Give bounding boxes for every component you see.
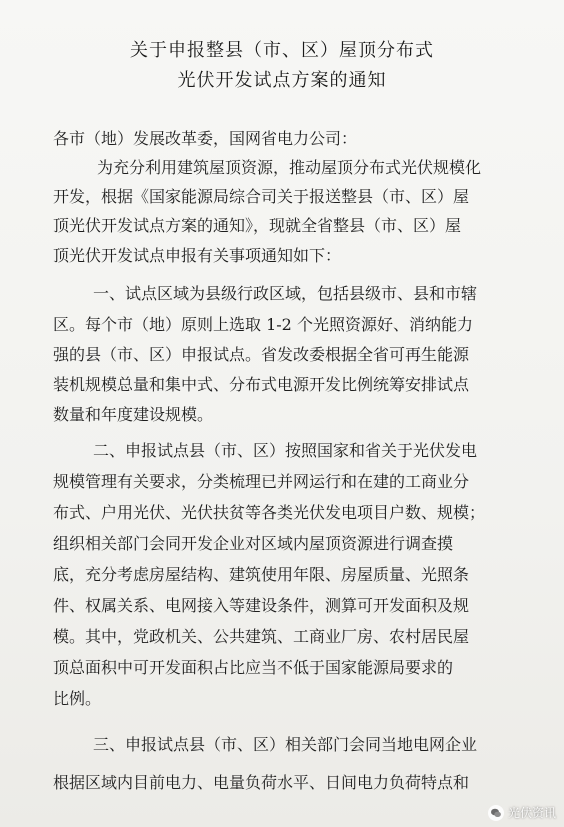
body-line: 装机规模总量和集中式、分布式电源开发比例统筹安排试点 [53,375,470,394]
body-line: 比例。 [53,689,102,708]
watermark-text: 光伏资讯 [507,806,556,820]
body-line: 为充分利用建筑屋顶资源，推动屋顶分布式光伏规模化 [97,158,482,177]
body-line: 组织相关部门会同开发企业对区域内屋顶资源进行调查摸 [53,534,454,553]
body-line: 区。每个市（地）原则上选取 1-2 个光照资源好、消纳能力 [53,315,473,334]
body-line: 底，充分考虑房屋结构、建筑使用年限、房屋质量、光照条 [53,565,470,584]
watermark [488,804,556,821]
body-line: 三、申报试点县（市、区）相关部门会同当地电网企业 [93,735,478,754]
body-line: 强的县（市、区）申报试点。省发改委根据全省可再生能源 [53,345,470,364]
body-line: 件、权属关系、电网接入等建设条件，测算可开发面积及规 [53,596,470,615]
body-line: 顶光伏开发试点方案的通知》，现就全省整县（市、区）屋 [53,216,462,235]
body-line: 布式、户用光伏、光伏扶贫等各类光伏发电项目户数、规模； [53,503,486,522]
body-line: 顶总面积中可开发面积占比应当不低于国家能源局要求的 [53,658,454,677]
document-title-line-1: 关于申报整县（市、区）屋顶分布式 [130,40,434,61]
body-line: 数量和年度建设规模。 [53,405,214,424]
body-line: 二、申报试点县（市、区）按照国家和省关于光伏发电 [93,441,478,460]
body-line: 模。其中，党政机关、公共建筑、工商业厂房、农村居民屋 [53,627,470,646]
body-line: 开发，根据《国家能源局综合司关于报送整县（市、区）屋 [53,187,470,206]
body-line: 顶光伏开发试点申报有关事项通知如下： [53,246,342,265]
body-line: 一、试点区域为县级行政区域，包括县级市、县和市辖 [93,284,478,303]
wechat-icon [488,805,504,821]
salutation: 各市（地）发展改革委，国网省电力公司： [53,129,358,148]
body-line: 根据区域内目前电力、电量负荷水平、日间电力负荷特点和 [53,773,470,792]
document-title-line-2: 光伏开发试点方案的通知 [177,70,387,91]
body-line: 规模管理有关要求，分类梳理已并网运行和在建的工商业分 [53,472,470,491]
